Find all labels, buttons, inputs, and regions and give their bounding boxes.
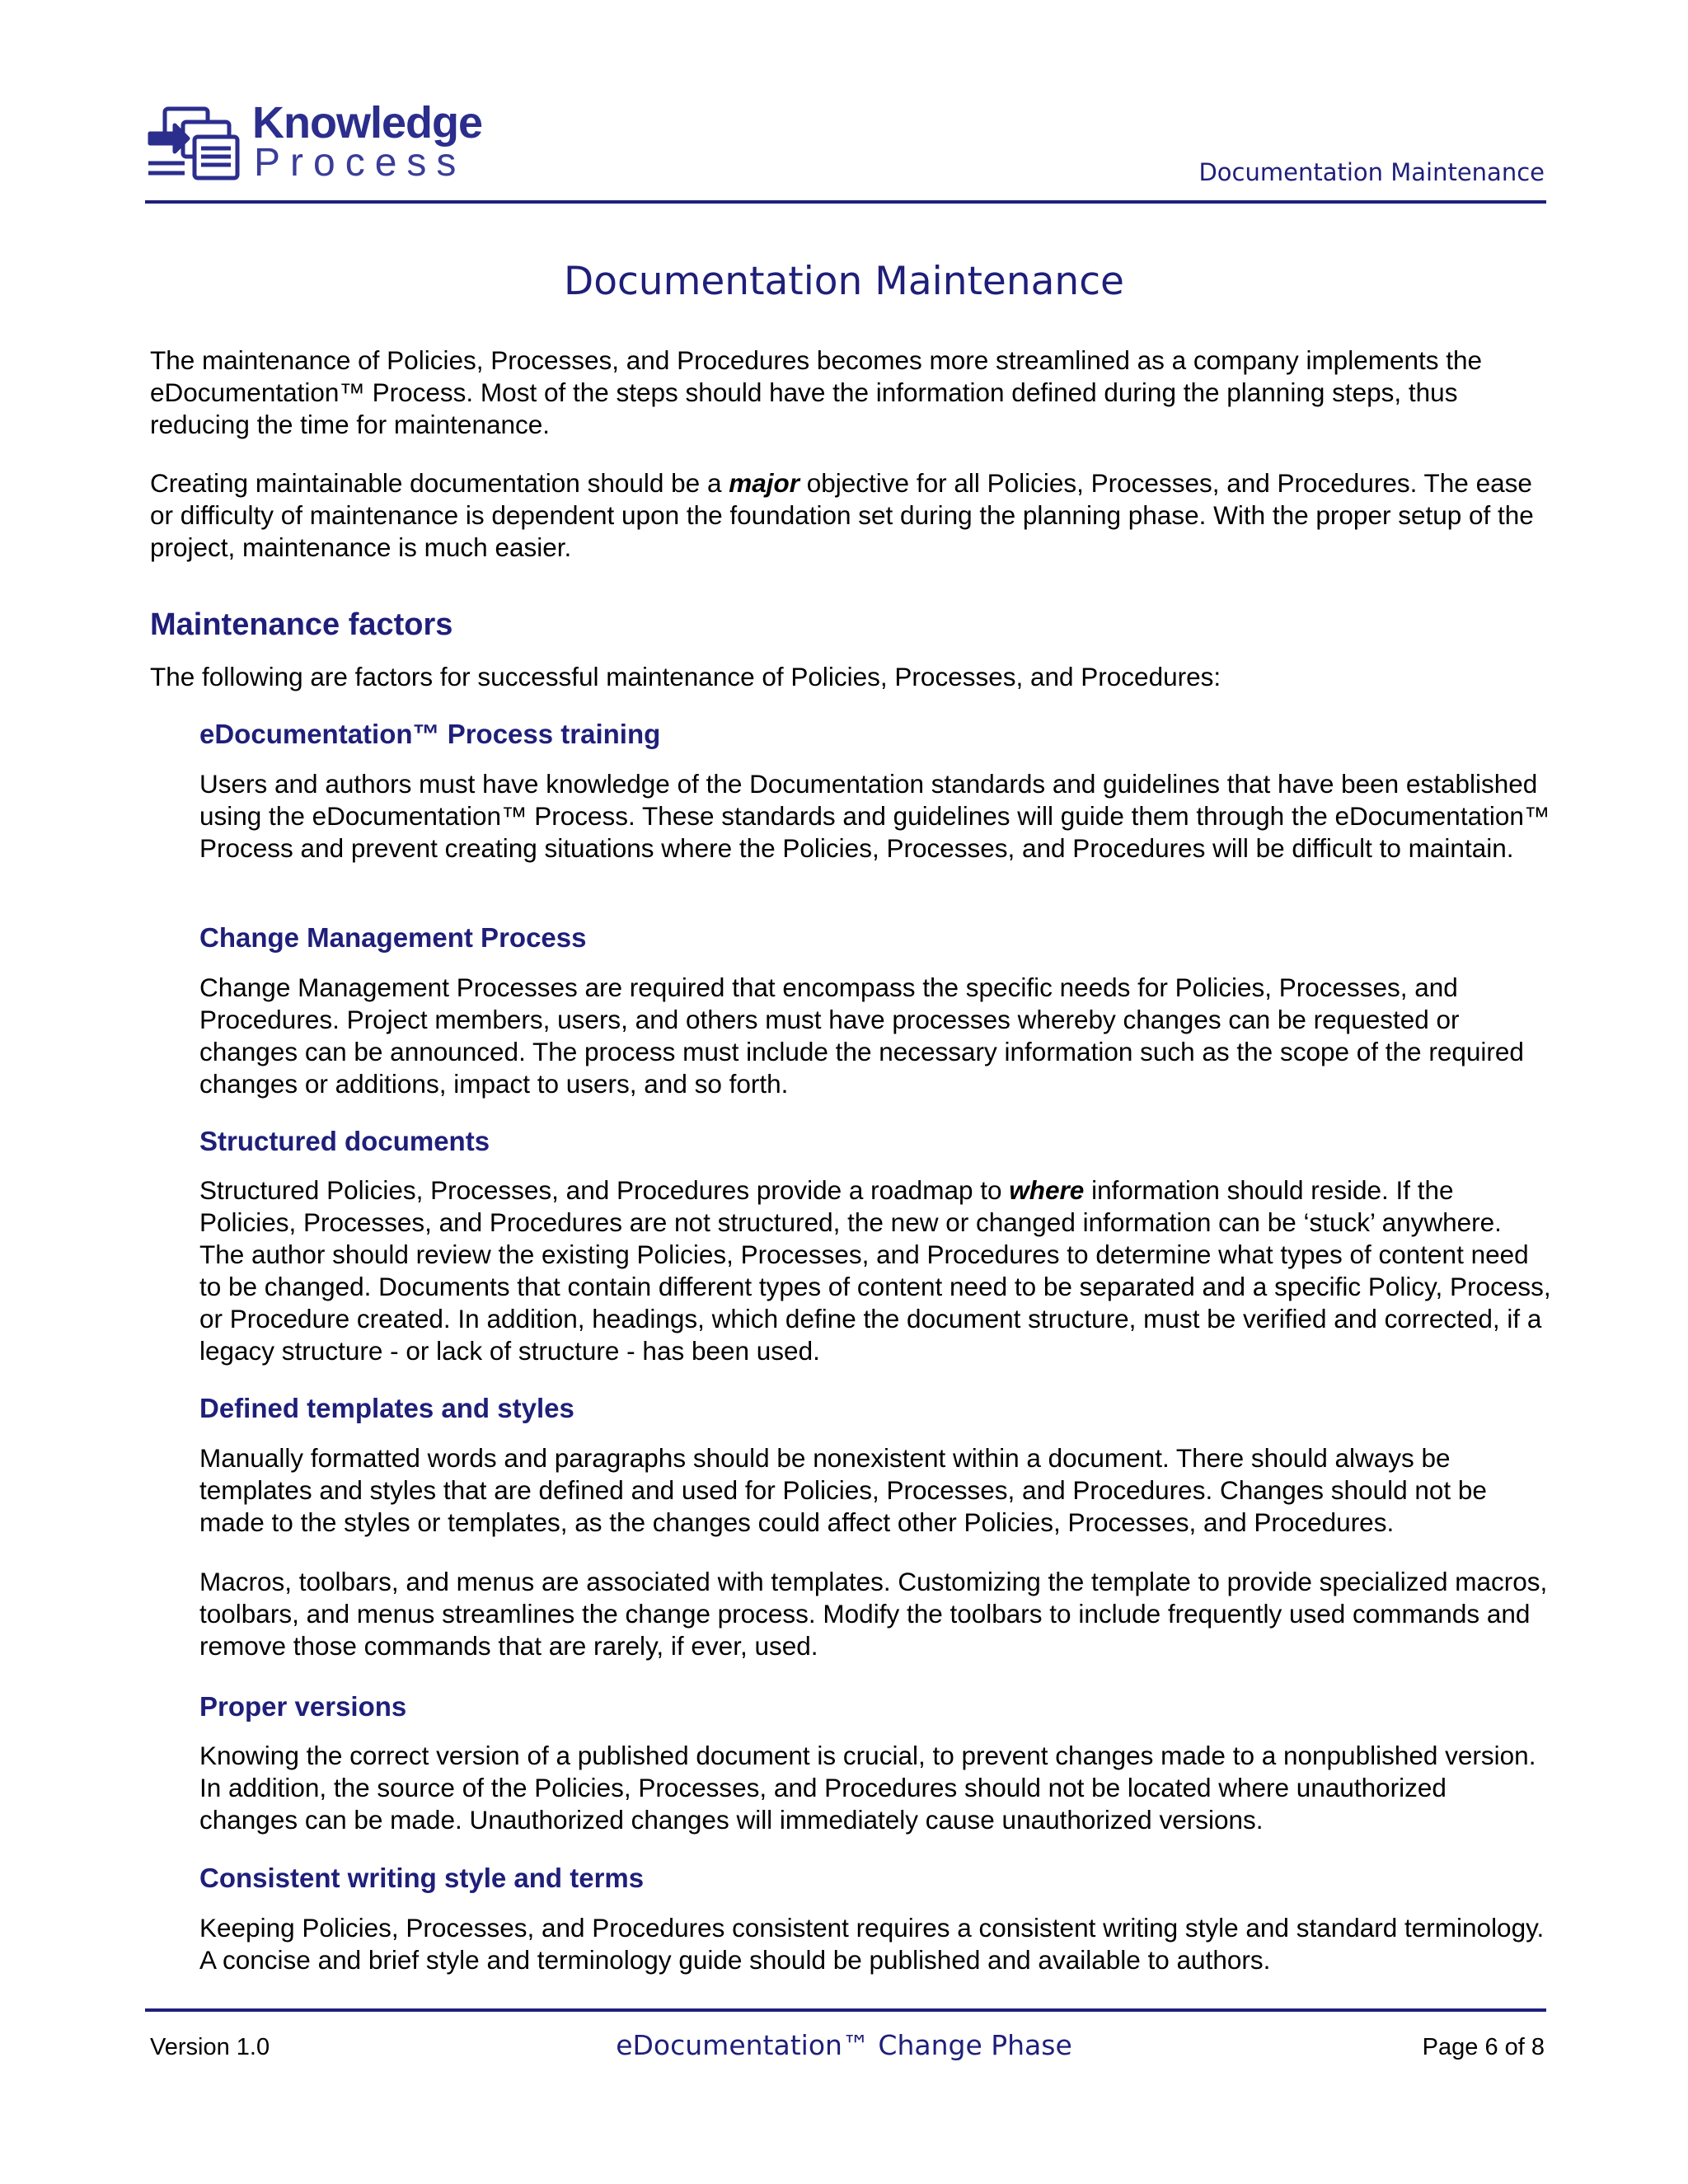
header-section-title: Documentation Maintenance	[1198, 158, 1545, 186]
header-divider	[145, 200, 1546, 204]
footer-version: Version 1.0	[150, 2034, 270, 2060]
intro-p2-start: Creating maintainable documentation should be a	[150, 468, 729, 498]
versions-text: Knowing the correct version of a published document is crucial, to prevent changes made to a nonpublished version. In addition, the source of the Policies, Processes, and Procedures should not be located where unauthorized changes can be made. Unauthorized changes will immediately cause unauthorized versions.	[199, 1741, 1536, 1835]
footer-divider	[145, 2008, 1546, 2012]
company-logo	[147, 97, 493, 188]
change-management-text: Change Management Processes are required that encompass the specific needs for Policies, Processes, and Procedures. Project members, users, and others must have processes whereby changes can be requested or changes can be announced. The process must include the necessary information such as the scope of the required changes or additions, impact to users, and so forth.	[199, 972, 1524, 1099]
factors-lead: The following are factors for successful maintenance of Policies, Processes, and Procedures:	[150, 662, 1221, 691]
heading-templates-styles: Defined templates and styles	[199, 1393, 574, 1423]
footer-page-number: Page 6 of 8	[1422, 2034, 1545, 2060]
heading-proper-versions: Proper versions	[199, 1691, 407, 1722]
templates-text-2: Macros, toolbars, and menus are associated with templates. Customizing the template to provide specialized macros, toolbars, and menus streamlines the change process. Modify the toolbars to include frequently used commands and remove those commands that are rarely, if ever, used.	[199, 1567, 1548, 1661]
training-text: Users and authors must have knowledge of the Documentation standards and guidelines that have been established using the eDocumentation™ Process. These standards and guidelines will guide them through the eDocumentation™ Process and prevent creating situations where the Policies, Processes, and Procedures will be difficult to maintain.	[199, 769, 1550, 863]
structured-text	[199, 1174, 1551, 1367]
heading-change-management: Change Management Process	[199, 922, 587, 953]
intro-paragraph-1: The maintenance of Policies, Processes, and Procedures becomes more streamlined as a company implements the eDocumentation™ Process. Most of the steps should have the information defined during the planning steps, thus reducing the time for maintenance.	[150, 345, 1483, 439]
structured-text-end: information should reside. If the Policies, Processes, and Procedures are not structured, the new or changed information can be ‘stuck’ anywhere. The author should review the existing Policies, Processes, and Procedures to determine what types of content need to be changed. Documents that contain different types of content need to be separated and a specific Policy, Process, or Procedure created. In addition, headings, which define the document structure, must be verified and corrected, if a legacy structure - or lack of structure - has been used.	[199, 1175, 1551, 1366]
logo-word-knowledge: Knowledge	[252, 98, 483, 148]
templates-text-1: Manually formatted words and paragraphs should be nonexistent within a document. There should always be templates and styles that are defined and used for Policies, Processes, and Procedures. Changes should not be made to the styles or templates, as the changes could affect other Policies, Processes, and Procedures.	[199, 1443, 1487, 1537]
heading-consistent-style: Consistent writing style and terms	[199, 1863, 645, 1893]
logo-word-process: Process	[254, 141, 467, 185]
intro-paragraph-2	[150, 467, 1551, 564]
consistent-text: Keeping Policies, Processes, and Procedures consistent requires a consistent writing style and standard terminology. A concise and brief style and terminology guide should be published and available to authors.	[199, 1913, 1545, 1975]
heading-structured-documents: Structured documents	[199, 1126, 490, 1156]
intro-p2-emphasis: major	[729, 468, 799, 498]
heading-training: eDocumentation™ Process training	[199, 719, 661, 749]
logo-documents-icon	[147, 101, 249, 186]
heading-maintenance-factors: Maintenance factors	[150, 607, 453, 642]
structured-text-start: Structured Policies, Processes, and Procedures provide a roadmap to	[199, 1175, 1010, 1205]
page-title: Documentation Maintenance	[564, 259, 1124, 304]
structured-emphasis: where	[1009, 1175, 1085, 1205]
intro-p2-end: objective for all Policies, Processes, and Procedures. The ease or difficulty of maintenance is dependent upon the foundation set during the planning phase. With the proper setup of the project, maintenance is much easier.	[150, 468, 1534, 562]
footer-phase-title: eDocumentation™ Change Phase	[616, 2029, 1072, 2061]
